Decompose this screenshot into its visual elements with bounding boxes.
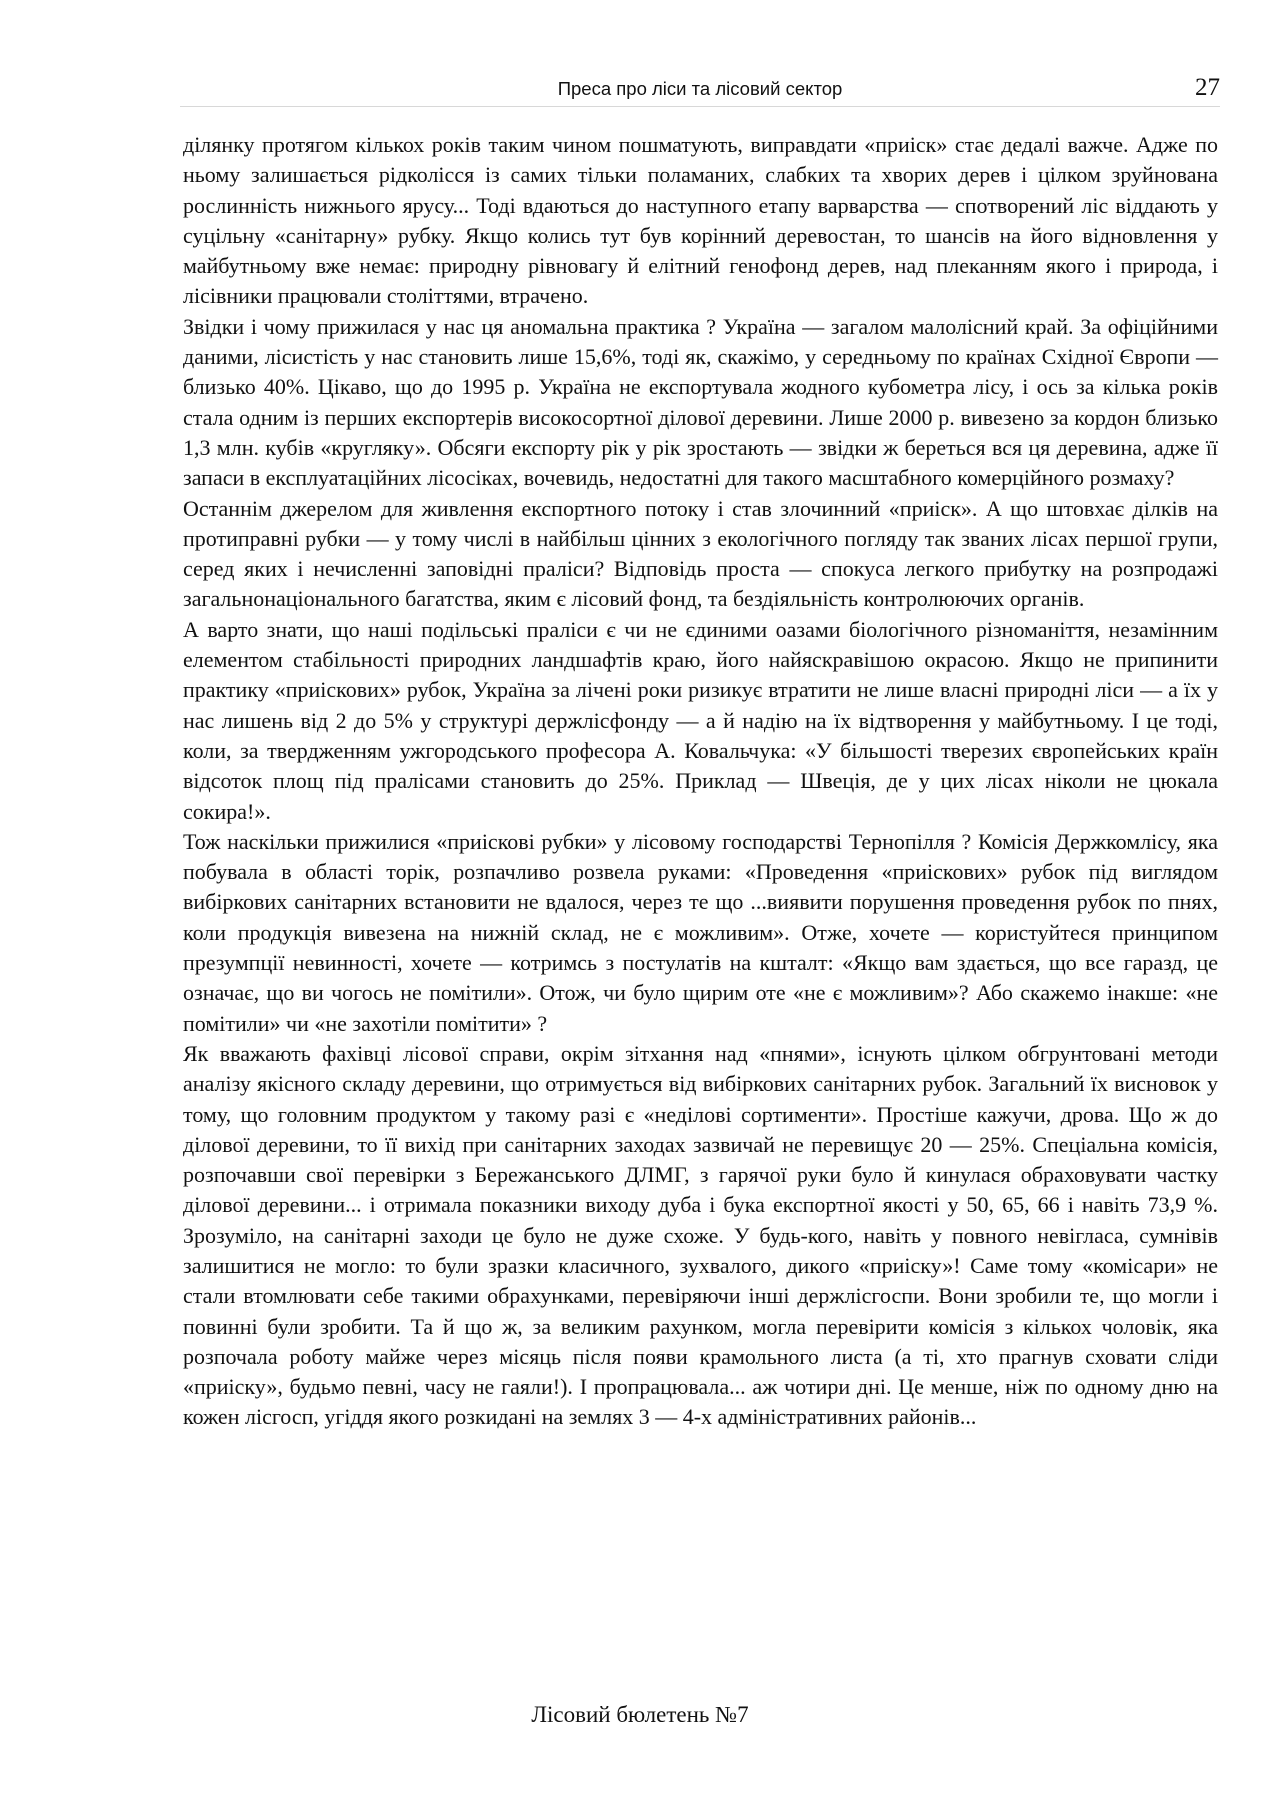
page-footer: Лісовий бюлетень №7 [531, 1702, 749, 1727]
article-body [183, 130, 1218, 1433]
header-title: Преса про ліси та лісовий сектор [557, 78, 843, 99]
paragraph-6: Як вважають фахівці лісової справи, окрім зітхання над «пнями», існують цілком обгрунтовані методи аналізу якісного складу деревини, що отримується від вибіркових санітарних рубок. Загальний їх висновок у тому, що головним продуктом у такому разі є «неділові сортименти». Простіше кажучи, дрова. Що ж до ділової деревини, то її вихід при санітарних заходах зазвичай не перевищує 20 — 25%. Спеціальна комісія, розпочавши свої перевірки з Бережанського ДЛМГ, з гарячої руки було й кинулася обраховувати частку ділової деревини... і отримала показники виходу дуба і бука експортної якості у 50, 65, 66 і навіть 73,9 %. Зрозуміло, на санітарні заходи це було не дуже схоже. У будь-кого, навіть у повного невігласа, сумнівів залишитися не могло: то були зразки класичного, зухвалого, дикого «приіску»! Саме тому «комісари» не стали втомлювати себе такими обрахунками, перевіряючи інші держлісгоспи. Вони зробили те, що могли і повинні були зробити. Та й що ж, за великим рахунком, могла перевірити комісія з кількох чоловік, яка розпочала роботу майже через місяць після появи крамольного листа (а ті, хто прагнув сховати сліди «приіску», будьмо певні, часу не гаяли!). І пропрацювала... аж чотири дні. Це менше, ніж по одному дню на кожен лісгосп, угіддя якого розкидані на землях 3 — 4-х адміністративних районів... [183, 1040, 1218, 1430]
paragraph-1: ділянку протягом кількох років таким чином пошматують, виправдати «приіск» стає дедалі важче. Адже по ньому залишається рідколісся із самих тільки поламаних, слабких та хворих дерев і цілком зруйнована рослинність нижнього ярусу... Тоді вдаються до наступного етапу варварства — спотворений ліс віддають у суцільну «санітарну» рубку. Якщо колись тут був корінний деревостан, то шансів на його відновлення у майбутньому вже немає: природну рівновагу й елітний генофонд дерев, над плеканням якого і природа, і лісівники працювали століттями, втрачено. [183, 132, 1218, 309]
paragraph-3: Останнім джерелом для живлення експортного потоку і став злочинний «приіск». А що штовхає ділків на протиправні рубки — у тому числі в найбільш цінних з екологічного погляду так званих лісах першої групи, серед яких і нечисленні заповідні праліси? Відповідь проста — спокуса легкого прибутку на розпродажі загальнонаціонального багатства, яким є лісовий фонд, та бездіяльність контролюючих органів. [183, 495, 1218, 612]
paragraph-5: Тож наскільки прижилися «приіскові рубки» у лісовому господарстві Тернопілля ? Комісія Держкомлісу, яка побувала в області торік, розпачливо розвела руками: «Проведення «приіскових» рубок під виглядом вибіркових санітарних встановити не вдалося, через те що ...виявити порушення проведення рубок по пнях, коли продукція вивезена на нижній склад, не є можливим». Отже, хочете — користуйтеся принципом презумпції невинності, хочете — котримсь з постулатів на кшталт: «Якщо вам здається, що все гаразд, це означає, що ви чогось не помітили». Отож, чи було щирим оте «не є можливим»? Або скажемо інакше: «не помітили» чи «не захотіли помітити» ? [183, 828, 1218, 1036]
paragraph-2: Звідки і чому прижилася у нас ця аномальна практика ? Україна — загалом малолісний край. За офіційними даними, лісистість у нас становить лише 15,6%, тоді як, скажімо, у середньому по країнах Східної Європи — близько 40%. Цікаво, що до 1995 р. Україна не експортувала жодного кубометра лісу, і ось за кілька років стала одним із перших експортерів високосортної ділової деревини. Лише 2000 р. вивезено за кордон близько 1,3 млн. кубів «кругляку». Обсяги експорту рік у рік зростають — звідки ж береться вся ця деревина, адже її запаси в експлуатаційних лісосіках, вочевидь, недостатні для такого масштабного комерційного розмаху? [183, 313, 1218, 491]
page-number: 27 [1195, 74, 1220, 101]
running-header [180, 76, 1220, 107]
paragraph-4: А варто знати, що наші подільські праліси є чи не єдиними оазами біологічного різноманіття, незамінним елементом стабільності природних ландшафтів краю, його найяскравішою окрасою. Якщо не припинити практику «приіскових» рубок, Україна за лічені роки ризикує втратити не лише власні природні ліси — а їх у нас лишень від 2 до 5% у структурі держлісфонду — а й надію на їх відтворення у майбутньому. І це тоді, коли, за твердженням ужгородського професора А. Ковальчука: «У більшості тверезих європейських країн відсоток площ під пралісами становить до 25%. Приклад — Швеція, де у цих лісах ніколи не цюкала сокира!». [183, 616, 1218, 824]
